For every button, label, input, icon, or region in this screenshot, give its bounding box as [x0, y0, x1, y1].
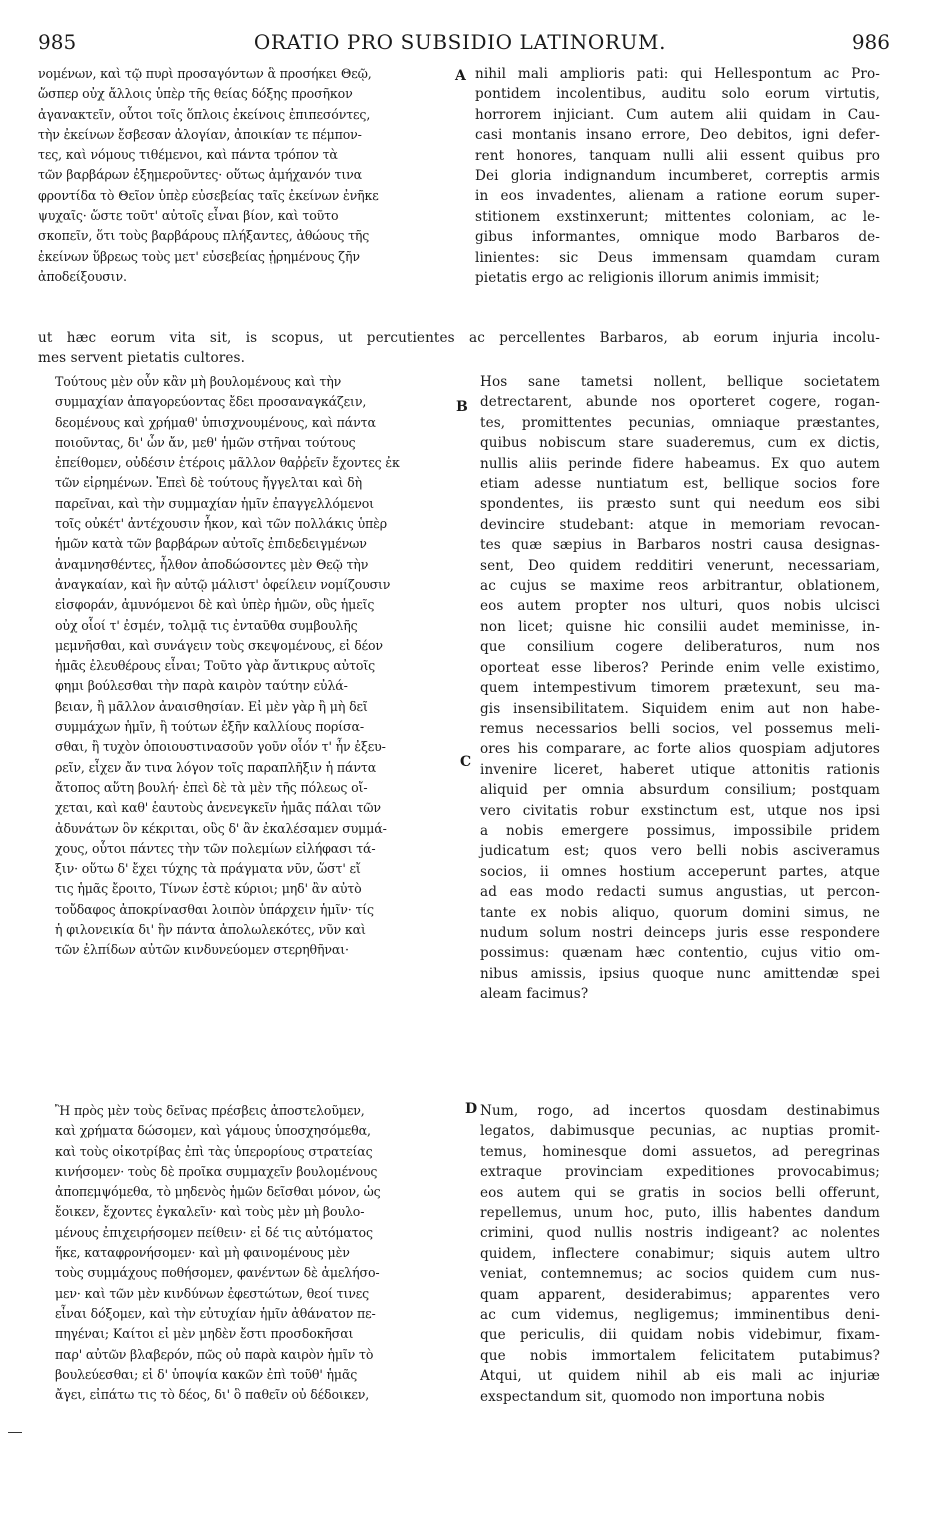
greek-text-line: ποιοῦντας, δι' ὧν ἄν, μεθ' ἡμῶν στῆναι τούτους — [55, 434, 356, 450]
latin-text-line: nihil mali amplioris pati: qui Hellespontum ac Pro- — [475, 66, 880, 82]
latin-text-line: gis insensibilitatem. Siquidem enim aut non habe- — [480, 700, 880, 717]
latin-text-line: crimini, quod nullis nostris indigeant? ac nolentes — [480, 1225, 880, 1242]
latin-text-line: tes, promittentes pecunias, omniaque præstantes, — [480, 414, 880, 431]
latin-text-line: spondentes, iis præsto sunt qui needum eos sibi — [480, 496, 880, 513]
latin-column-block-3 — [480, 1101, 880, 1407]
greek-column-block-1 — [38, 64, 448, 287]
greek-text-line: ἄτοπος αὕτη βουλή· ἐπεὶ δὲ τὰ μὲν τῆς πόλεως οἴ- — [55, 779, 368, 795]
greek-text-line: μεν· καὶ τῶν μὲν κινδύνων ἐφεστώτων, θεοί τινες — [55, 1285, 370, 1301]
latin-text-line: aliquid per omnia absurdum consilium; postquam — [480, 782, 880, 799]
greek-text-line: ἥκε, καταφρονήσομεν· καὶ μὴ φαινομένους μὲν — [55, 1245, 350, 1261]
greek-text-line: νομένων, καὶ τῷ πυρὶ προσαγόντων ἃ προσήκει Θεῷ, — [38, 66, 372, 81]
latin-text-line: quam apparent, desiderabimus; apparentes vero — [480, 1286, 880, 1303]
latin-column-block-1 — [475, 64, 880, 288]
greek-text-line: ὥσπερ οὐχ ἄλλοις ὑπὲρ τῆς θείας δόξης προσῆκον — [38, 86, 353, 102]
greek-text-line: ἡμῶν κατὰ τῶν βαρβάρων αὐτοῖς ἐπιδεδειγμένων — [55, 536, 367, 552]
latin-text-line: Num, rogo, ad incertos quosdam destinabimus — [480, 1103, 880, 1119]
latin-text-line: sent, Deo quidem redditiri venerunt, necessariam, — [480, 557, 880, 574]
greek-text-line: μεμνῆσθαι, καὶ συνάγειν τοὺς σκεψομένους, εἰ δέον — [55, 637, 383, 653]
latin-text-line: tes quæ sæpius in Barbaros nostri causa designas- — [480, 537, 880, 554]
greek-text-line: συμμαχίαν ἀπαγορεύοντας ἔδει προσαναγκάζειν, — [55, 394, 367, 410]
latin-text-line: aleam facimus? — [480, 986, 589, 1003]
latin-text-line: ac cum videmus, negligemus; imminentibus deni- — [480, 1307, 880, 1324]
latin-text-line: ores his comparare, ac forte alios quospiam adjutores — [480, 741, 880, 758]
greek-text-line: ἀναγκαίαν, καὶ ἣν αὐτῷ μάλιστ' ὀφείλειν νομίζουσιν — [55, 576, 391, 592]
greek-text-line: φημι βούλεσθαι τὴν παρὰ καιρὸν ταύτην εὐλά- — [55, 678, 348, 694]
latin-text-line: Dei gloria indignandum incumberet, correptis armis — [475, 168, 880, 185]
greek-text-line: οὐχ οἷοί τ' ἐσμέν, τολμᾷ τις ἐνταῦθα συμβουλῆς — [55, 617, 358, 633]
greek-text-line: ἀναμνησθέντες, ἦλθον ἀποδώσοντες μὲν Θεῷ τὴν — [55, 556, 369, 572]
latin-text-line: judicatum est; quos vero belli nobis asciveramus — [480, 843, 880, 860]
latin-text-line: socios, ii omnes hostium acceperunt partes, atque — [480, 863, 880, 880]
greek-text-line: κινήσομεν· τοὺς δὲ προῖκα συμμαχεῖν βουλομένους — [55, 1163, 378, 1179]
greek-text-line: σθαι, ἢ τυχὸν ὁποιουστινασοῦν γοῦν οἷόν τ' ἦν ἐξευ- — [55, 739, 386, 755]
greek-text-line: τῶν ἐλπίδων αὐτῶν κινδυνεύομεν στερηθῆναι· — [55, 942, 349, 958]
greek-text-line: εἰσφοράν, ἀμυνόμενοι δὲ καὶ ὑπὲρ ἡμῶν, οὓς ἡμεῖς — [55, 597, 375, 613]
latin-text-line: Atqui, ut quidem nihil ab eis mali ac injuriæ — [480, 1368, 880, 1385]
latin-text-line: in eos invadentes, alienam a ratione eorum super- — [475, 188, 880, 205]
latin-text-line: ad eas modo redacti sumus angustias, ut percon- — [480, 884, 880, 901]
latin-text-line: devincire studebant: atque in memoriam revocan- — [480, 516, 880, 533]
running-title: ORATIO PRO SUBSIDIO LATINORUM. — [253, 30, 667, 54]
greek-text-line: καὶ τοὺς οἰκοτρίβας ἐπὶ τὰς ὑπερορίους στρατείας — [55, 1143, 373, 1159]
latin-text-line: veniat, contemnemus; ac socios quidem cum nus- — [480, 1266, 880, 1283]
greek-text-line: συμμάχων ἡμῖν, ἢ τούτων ἐξῆν καλλίους πορίσα- — [55, 719, 364, 735]
latin-text-line: que periculis, dii quidam nobis videbimur, fixam- — [480, 1327, 880, 1344]
greek-text-line: ἀποπεμψόμεθα, τὸ μηδενὸς ἡμῶν δεῖσθαι μόνον, ὡς — [55, 1184, 381, 1200]
latin-text-line: que nobis immortalem felicitatem putabimus? — [480, 1347, 880, 1364]
latin-text-line: eos autem qui se gratis in socios belli offerunt, — [480, 1184, 880, 1201]
latin-text-line: pietatis ergo ac religionis illorum animis immisit; — [475, 270, 820, 287]
margin-marker-d: D — [465, 1101, 478, 1117]
latin-text-line: Hos sane tametsi nollent, bellique societatem — [480, 374, 880, 390]
greek-text-line: Τούτους μὲν οὖν κἂν μὴ βουλομένους καὶ τὴν — [55, 374, 342, 389]
greek-text-line: φροντίδα τὸ Θεῖον ὑπὲρ εὐσεβείας ταῖς ἐκείνων ἐνῆκε — [38, 187, 379, 203]
latin-text-line: pontidem incolentibus, auditu solo eorum virtutis, — [475, 86, 880, 103]
latin-text-line: remus necessarios belli socios, vel possemus meli- — [480, 720, 880, 737]
latin-text-line: ut hæc eorum vita sit, is scopus, ut percutientes ac percellentes Barbaros, ab eorum injuria incolu- — [38, 330, 880, 346]
greek-text-line: ρεῖν, εἶχεν ἄν τινα λόγον τοῖς παραπλῆξιν ἡ πάντα — [55, 759, 377, 775]
greek-text-line: δεομένους καὶ χρήμαθ' ὑπισχνουμένους, καὶ πάντα — [55, 414, 376, 430]
latin-text-line: tante ex nobis aliquo, quorum domini simus, ne — [480, 904, 880, 921]
margin-dash — [8, 1432, 22, 1433]
greek-text-line: ἐκείνων ὕβρεως τοὺς μετ' εὐσεβείας ᾑρημένους ζῆν — [38, 248, 360, 264]
latin-text-line: a nobis emergere possimus, impossibile pridem — [480, 822, 880, 839]
latin-text-line: casi montanis insano errore, Deo debitos, igni defer- — [475, 127, 880, 144]
latin-text-line: quidem, inflectere conabimur; siquis autem ultro — [480, 1245, 880, 1262]
latin-text-line: extraque provinciam expeditiones provocabimus; — [480, 1164, 880, 1181]
latin-text-line: nibus amissis, ipsius quoque nunc amittendæ spei — [480, 965, 880, 982]
latin-text-line: detrectarent, abunde nos oporteret cogere, rogan- — [480, 394, 880, 411]
latin-text-line: horrorem injiciant. Cum autem alii quidam in Cau- — [475, 106, 880, 123]
greek-text-line: τες, καὶ νόμους τιθέμενοι, καὶ πάντα τρόπον τὰ — [38, 147, 338, 163]
margin-marker-c: C — [460, 754, 472, 770]
latin-text-line: nullis aliis perinde fidere habeamus. Ex quo autem — [480, 455, 880, 472]
latin-text-line: temus, hominesque domi assuetos, ad peregrinas — [480, 1143, 880, 1160]
greek-text-line: πηγέναι; Καίτοι εἰ μὲν μηδὲν ἔστι προσδοκῆσαι — [55, 1326, 354, 1342]
latin-text-line: mes servent pietatis cultores. — [38, 350, 245, 367]
latin-text-line: legatos, dabimusque pecunias, ac nuptias promit- — [480, 1123, 880, 1140]
greek-text-line: εἶναι δόξομεν, καὶ τὴν εὐτυχίαν ἡμῖν ἀθάνατον πε- — [55, 1305, 376, 1321]
latin-text-line: que consilium cogere deliberaturos, num nos — [480, 639, 880, 656]
running-header — [30, 30, 890, 62]
greek-text-line: τοὺς συμμάχους ποθήσομεν, φανέντων δὲ ἀμελήσο- — [55, 1265, 380, 1281]
greek-text-line: τοῖς οὐκέτ' ἀντέχουσιν ἧκον, καὶ τῶν πολλάκις ὑπὲρ — [55, 516, 387, 532]
latin-text-line: vero civitatis robur exstinctum est, utque nos ipsi — [480, 802, 880, 819]
latin-text-line: eos autem propter nos ulturi, quos nobis ulcisci — [480, 598, 880, 615]
greek-text-line: ἄγει, εἰπάτω τις τὸ δέος, δι' ὃ παθεῖν οὐ δέδοικεν, — [55, 1387, 370, 1403]
latin-spanning-lines — [38, 328, 880, 369]
latin-text-line: exspectandum sit, quomodo non importuna nobis — [480, 1388, 825, 1405]
greek-text-line: ἀγανακτεῖν, οὗτοι τοῖς ὅπλοις ἐκείνοις ἐπιπεσόντες, — [38, 106, 371, 122]
latin-text-line: linientes: sic Deus immensam quamdam curam — [475, 249, 880, 266]
greek-column-block-2 — [55, 372, 455, 961]
greek-text-line: ἡμᾶς ἐλευθέρους εἶναι; Τοῦτο γὰρ ἄντικρυς αὐτοῖς — [55, 658, 376, 674]
greek-text-line: ξιν· οὕτω δ' ἔχει τύχης τὰ πράγματα νῦν, ὥστ' εἴ — [55, 861, 361, 877]
margin-marker-b: B — [456, 399, 468, 415]
latin-text-line: nudum solum nostri deinceps juris esse respondere — [480, 924, 880, 941]
greek-column-block-3 — [55, 1101, 455, 1405]
greek-text-line: σκοπεῖν, ὅτι τοὺς βαρβάρους πλήξαντες, ἀθώους τῆς — [38, 228, 370, 244]
latin-text-line: stitionem exstinxerunt; mittentes coloniam, ac le- — [475, 208, 880, 225]
greek-text-line: παρ' αὐτῶν βλαβερόν, πῶς οὐ παρὰ καιρὸν ἡμῖν τὸ — [55, 1346, 374, 1362]
latin-text-line: quibus nobiscum stare suaderemus, cum ex dictis, — [480, 435, 880, 452]
latin-text-line: gibus informantes, omnique modo Barbaros de- — [475, 229, 880, 246]
greek-text-line: χεται, καὶ καθ' ἑαυτοὺς ἀνενεγκεῖν ἡμᾶς πάλαι τῶν — [55, 800, 381, 816]
greek-text-line: βουλεύεσθαι; εἰ δ' ὑποψία κακῶν ἐπὶ τοῦθ' ἡμᾶς — [55, 1366, 358, 1382]
greek-text-line: χους, οὗτοι πάντες τὴν τῶν πολεμίων εἰλήφασι τά- — [55, 840, 376, 856]
margin-marker-a: A — [455, 68, 466, 84]
latin-text-line: etiam adesse nuntiatum est, bellique socios fore — [480, 476, 880, 493]
greek-text-line: τῶν βαρβάρων ἐξημεροῦντες· οὕτως ἀμήχανόν τινα — [38, 167, 362, 183]
page-number-right: 986 — [851, 30, 890, 54]
latin-text-line: invenire liceret, haberet utique attonitis rationis — [480, 761, 880, 778]
latin-text-line: possimus: quænam hæc contentio, cujus vitio om- — [480, 945, 880, 962]
latin-text-line: oporteat esse liberos? Perinde enim velle existimo, — [480, 659, 880, 676]
greek-text-line: τῶν εἰρημένων. Ἐπεὶ δὲ τούτους ἤγγελται καὶ δὴ — [55, 475, 362, 491]
greek-text-line: τοὔδαφος ἀποκρίνασθαι λοιπὸν ὑπάρχειν ἡμῖν· τίς — [55, 901, 374, 917]
greek-text-line: βειαν, ἢ μᾶλλον ἀναισθησίαν. Εἰ μὲν γὰρ ἢ μὴ δεῖ — [55, 698, 368, 714]
greek-text-line: καὶ χρήματα δώσομεν, καὶ γάμους ὑποσχησόμεθα, — [55, 1123, 371, 1139]
greek-text-line: παρεῖναι, καὶ τὴν συμμαχίαν ἡμῖν ἐπαγγελλόμενοι — [55, 495, 374, 511]
greek-text-line: ἀποδείξουσιν. — [38, 268, 127, 284]
greek-text-line: Ἢ πρὸς μὲν τοὺς δεῖνας πρέσβεις ἀποστελοῦμεν, — [55, 1103, 365, 1118]
greek-text-line: ψυχαῖς· ὥστε τοῦτ' αὐτοῖς εἶναι βίον, καὶ τοῦτο — [38, 208, 339, 224]
latin-text-line: quem intempestivum timorem prætexunt, seu ma- — [480, 680, 880, 697]
greek-text-line: τις ἡμᾶς ἔροιτο, Τίνων ἐστὲ κύριοι; μηδ' ἂν αὐτὸ — [55, 881, 362, 897]
greek-text-line: ἡ φιλονεικία δι' ἣν πάντα ἀπολωλεκότες, νῦν καὶ — [55, 922, 366, 938]
greek-text-line: ἐπείθομεν, οὐδέσιν ἑτέροις μᾶλλον θαῤῥεῖν ἔχοντες ἐκ — [55, 455, 400, 471]
page-number-left: 985 — [38, 30, 77, 54]
latin-text-line: ac cujus se maxime reos arbitrantur, oblationem, — [480, 578, 880, 595]
latin-text-line: non licet; quisne hic consilii audet meminisse, in- — [480, 618, 880, 635]
greek-text-line: ἀδυνάτων ὃν κέκριται, οὓς δ' ἂν ἐκαλέσαμεν συμμά- — [55, 820, 387, 836]
greek-text-line: ἔοικεν, ἔχοντες ἐγκαλεῖν· καὶ τοὺς μὲν μὴ βουλο- — [55, 1204, 365, 1220]
latin-text-line: repellemus, unum hoc, puto, illis habentes dandum — [480, 1205, 880, 1222]
latin-text-line: rent honores, tanquam nulli alii essent quibus pro — [475, 147, 880, 164]
greek-text-line: τὴν ἐκείνων ἔσβεσαν ἀλογίαν, ἀποικίαν τε πέμπον- — [38, 126, 362, 142]
latin-column-block-2 — [480, 372, 880, 1005]
greek-text-line: μένους ἐπιχειρήσομεν πείθειν· εἰ δέ τις αὐτόματος — [55, 1224, 373, 1240]
